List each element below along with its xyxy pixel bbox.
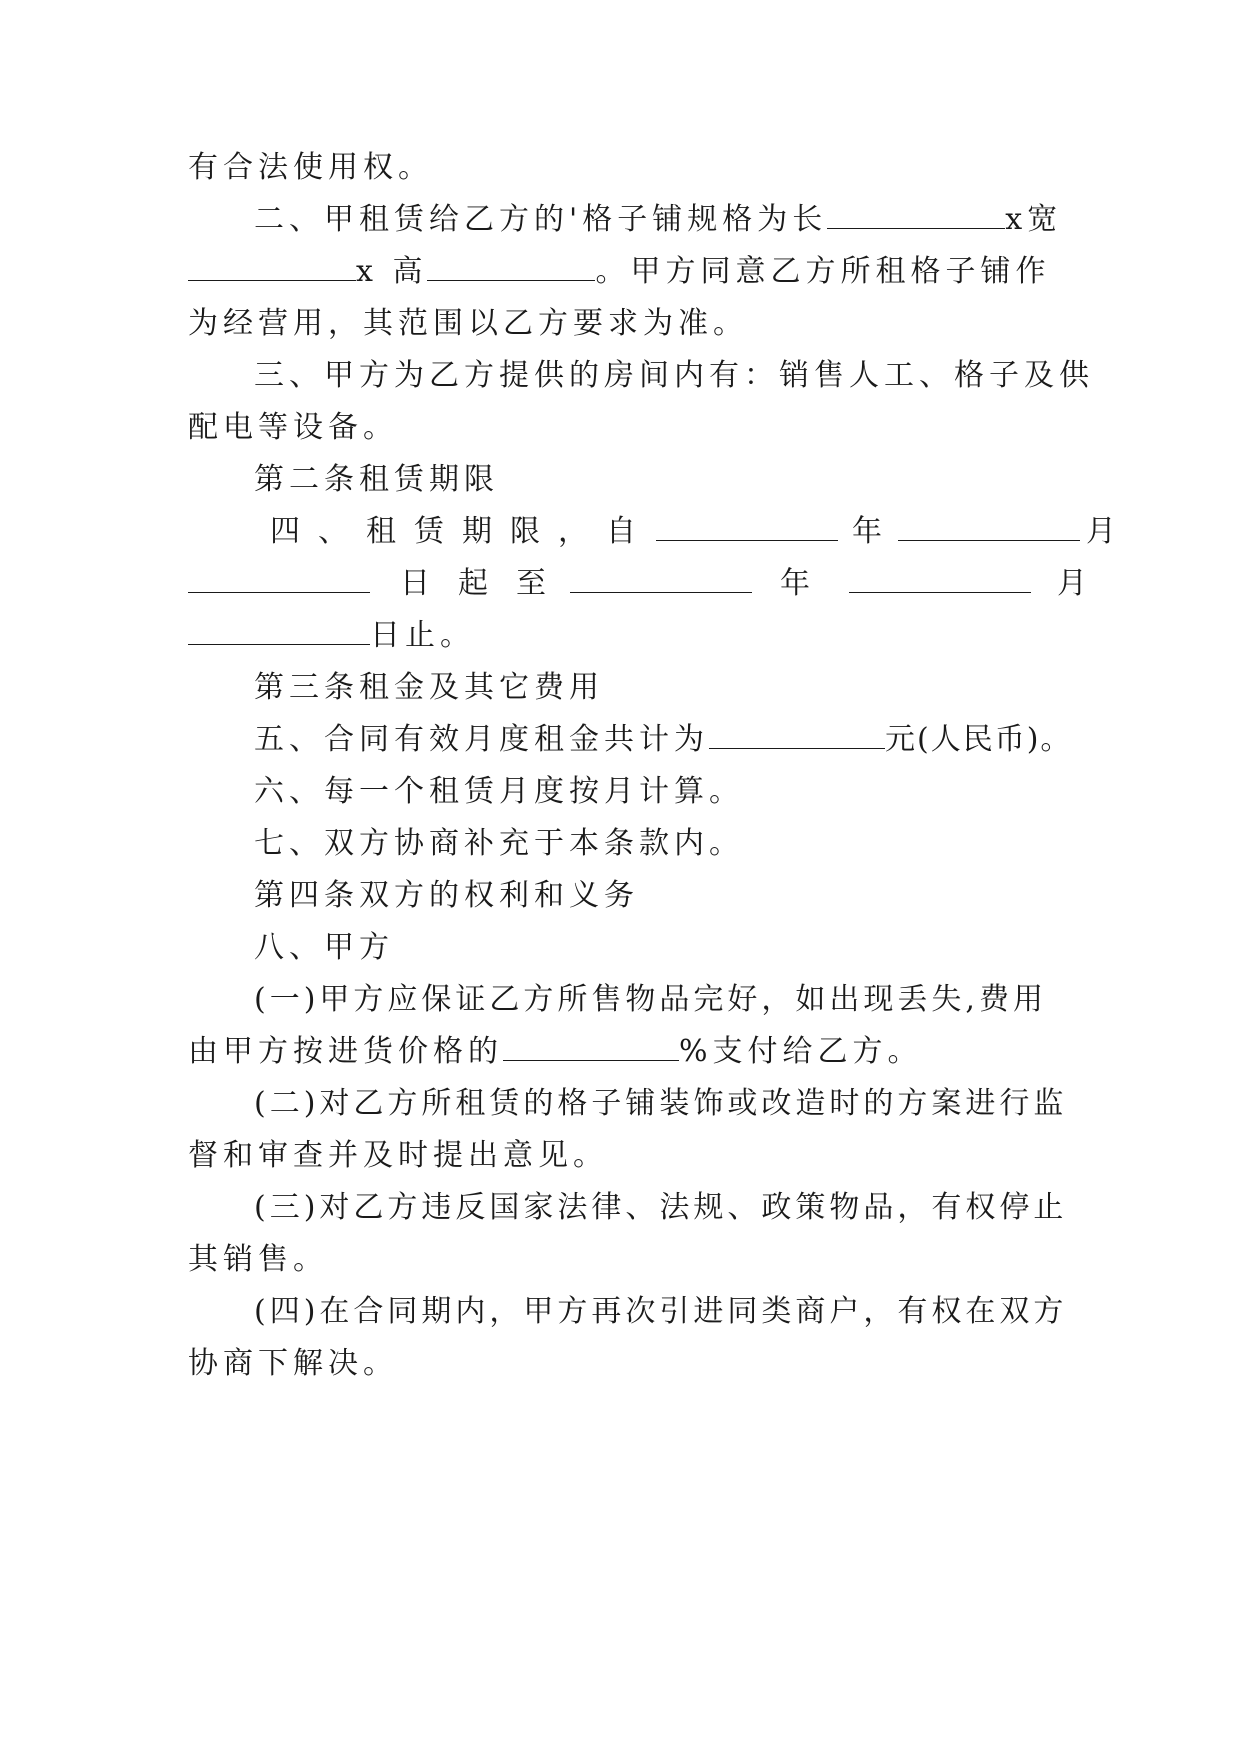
text-line: 六、每一个租赁月度按月计算。 bbox=[254, 774, 744, 809]
line-text: 五、合同有效月度租金共计为 bbox=[254, 722, 709, 757]
text-line bbox=[188, 252, 1050, 292]
text-line bbox=[188, 616, 475, 656]
fill-blank bbox=[188, 256, 356, 281]
text-line bbox=[254, 200, 1062, 240]
fill-blank bbox=[827, 204, 1005, 229]
text-line bbox=[254, 720, 1072, 760]
text-line: 八、甲方 bbox=[254, 930, 394, 965]
line-text: x宽 bbox=[1005, 202, 1063, 237]
text-line: 有合法使用权。 bbox=[188, 150, 433, 185]
text-line: 其销售。 bbox=[188, 1242, 328, 1277]
fill-blank bbox=[849, 568, 1031, 593]
fill-blank bbox=[188, 620, 370, 645]
text-line: (二)对乙方所租赁的格子铺装饰或改造时的方案进行监 bbox=[254, 1086, 1068, 1121]
text-line: 配电等设备。 bbox=[188, 410, 398, 445]
text-line: 为经营用，其范围以乙方要求为准。 bbox=[188, 306, 748, 341]
fill-blank bbox=[709, 724, 885, 749]
line-text: %支付给乙方。 bbox=[679, 1034, 923, 1069]
fill-blank bbox=[656, 516, 838, 541]
text-line: 协商下解决。 bbox=[188, 1346, 398, 1381]
text-line: (一)甲方应保证乙方所售物品完好，如出现丢失,费用 bbox=[254, 982, 1047, 1017]
fill-blank bbox=[188, 568, 370, 593]
fill-blank bbox=[570, 568, 752, 593]
text-line: 七、双方协商补充于本条款内。 bbox=[254, 826, 744, 861]
fill-blank bbox=[503, 1036, 679, 1061]
line-text: 四、租赁期限，自 bbox=[270, 514, 654, 549]
line-text: 由甲方按进货价格的 bbox=[188, 1034, 503, 1069]
text-line: (三)对乙方违反国家法律、法规、政策物品，有权停止 bbox=[254, 1190, 1068, 1225]
line-text: 月 bbox=[1057, 566, 1092, 601]
text-line bbox=[188, 564, 1092, 604]
section-heading: 第四条双方的权利和义务 bbox=[254, 878, 639, 913]
line-text: 日起至 bbox=[400, 566, 574, 601]
text-line: (四)在合同期内，甲方再次引进同类商户，有权在双方 bbox=[254, 1294, 1068, 1329]
text-line: 三、甲方为乙方提供的房间内有：销售人工、格子及供 bbox=[254, 358, 1094, 393]
text-line: 督和审查并及时提出意见。 bbox=[188, 1138, 608, 1173]
fill-blank bbox=[898, 516, 1080, 541]
line-text: 二、甲租赁给乙方的'格子铺规格为长 bbox=[254, 202, 828, 237]
line-text: 年 bbox=[852, 514, 900, 549]
text-line bbox=[270, 512, 1134, 552]
section-heading: 第二条租赁期限 bbox=[254, 462, 499, 497]
line-text: 。甲方同意乙方所租格子铺作 bbox=[595, 254, 1051, 289]
line-text: 元(人民币)。 bbox=[885, 722, 1073, 757]
section-heading: 第三条租金及其它费用 bbox=[254, 670, 604, 705]
line-text: x 高 bbox=[356, 254, 428, 289]
fill-blank bbox=[427, 256, 595, 281]
text-line bbox=[188, 1032, 923, 1072]
line-text: 日止。 bbox=[370, 618, 475, 653]
line-text: 年 bbox=[780, 566, 815, 601]
line-text: 月 bbox=[1086, 514, 1134, 549]
